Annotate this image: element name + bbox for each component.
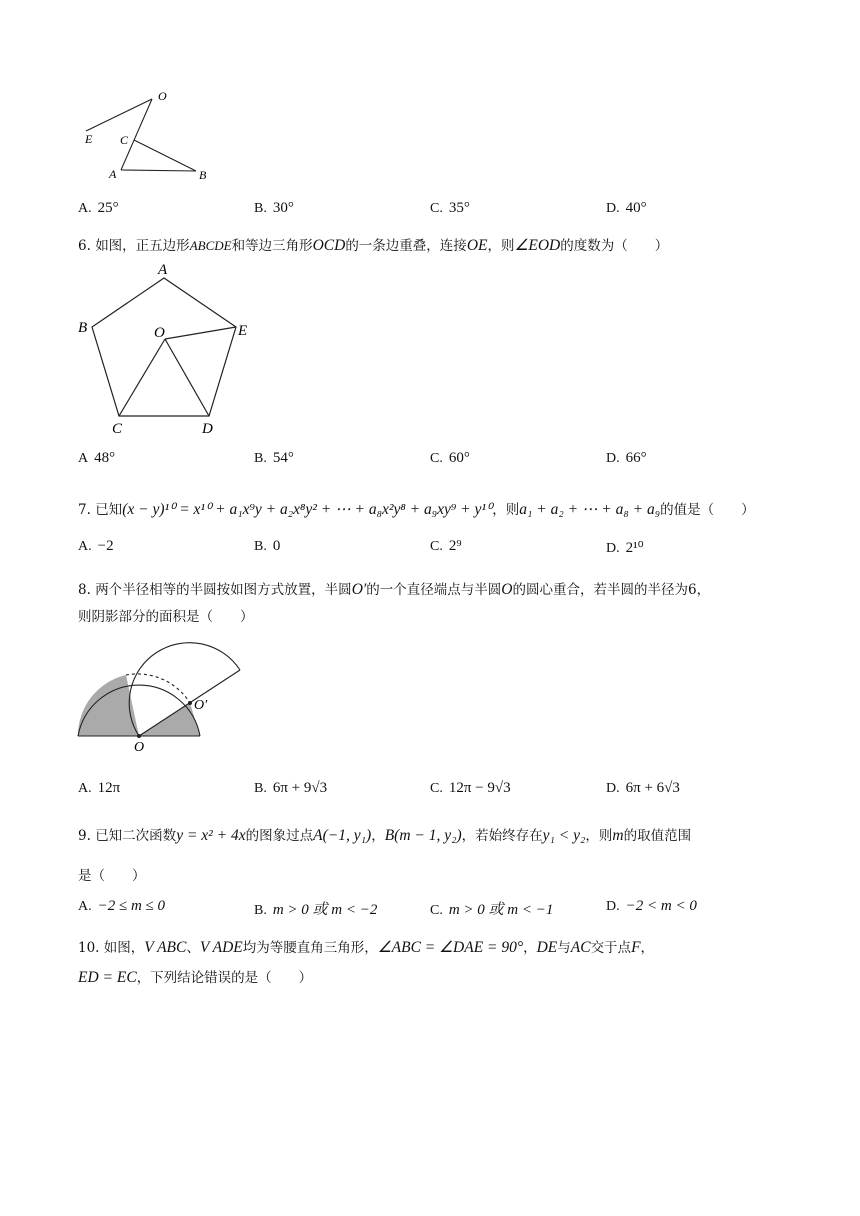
q8-option-b: B. 6π + 9√3: [254, 780, 328, 796]
q8-label-o: O: [134, 740, 145, 755]
q9-option-b: B. m > 0 或 m < −2: [254, 902, 378, 918]
q5-option-d: D. 40°: [606, 200, 647, 216]
q7-option-d: D. 2¹⁰: [606, 540, 644, 556]
q6-option-b: B. 54°: [254, 450, 294, 466]
q5-label-c: C: [120, 133, 129, 147]
q9-option-c: C. m > 0 或 m < −1: [430, 902, 554, 918]
q8-option-c: C. 12π − 9√3: [430, 780, 511, 796]
q7-option-c: C. 2⁹: [430, 538, 462, 554]
q7-option-b: B. 0: [254, 538, 281, 554]
q6-label-e: E: [238, 323, 248, 339]
q7-option-a: A. −2: [78, 538, 114, 554]
q8-option-a: A. 12π: [78, 780, 121, 796]
q6-label-a: A: [158, 262, 168, 278]
q8-label-o-prime: O′: [194, 698, 208, 713]
q5-figure: [78, 85, 218, 185]
q8-question-line2: 则阴影部分的面积是（ ）: [78, 609, 254, 625]
q6-option-d: D. 66°: [606, 450, 647, 466]
q10-question-line1: 10. 如图，V ABC、V ADE均为等腰直角三角形，∠ABC = ∠DAE = 90°，DE与AC交于点F，: [78, 939, 655, 956]
q5-label-b: B: [199, 168, 207, 182]
q6-label-c: C: [112, 421, 123, 437]
q8-figure: [74, 636, 254, 756]
q5-label-a: A: [109, 167, 117, 181]
q6-label-d: D: [202, 421, 213, 437]
q6-question: 6. 如图，正五边形ABCDE和等边三角形OCD的一条边重叠，连接OE，则∠EOD的度数为（ ）: [78, 237, 669, 254]
q5-label-o: O: [158, 89, 167, 103]
q6-label-o: O: [154, 325, 165, 341]
q9-option-a: A. −2 ≤ m ≤ 0: [78, 898, 166, 914]
q6-option-c: C. 60°: [430, 450, 470, 466]
q9-question-line2: 是（ ）: [78, 868, 146, 884]
q6-label-b: B: [78, 320, 88, 336]
q5-option-b: B. 30°: [254, 200, 294, 216]
q5-label-e: E: [85, 132, 93, 146]
q6-figure: [76, 258, 266, 438]
q6-option-a: A 48°: [78, 450, 116, 466]
q9-question-line1: 9. 已知二次函数y = x² + 4x的图象过点A(−1, y₁)，B(m − 1, y₂)，若始终存在y₁ < y₂，则m的取值范围: [78, 827, 692, 844]
q8-question-line1: 8. 两个半径相等的半圆按如图方式放置，半圆O′的一个直径端点与半圆O的圆心重合，若半圆的半径为6，: [78, 581, 711, 598]
q5-option-c: C. 35°: [430, 200, 470, 216]
q8-option-d: D. 6π + 6√3: [606, 780, 680, 796]
q7-question: 7. 已知(x − y)¹⁰ = x¹⁰ + a₁x⁹y + a₂x⁸y² + ⋯ + a₈x²y⁸ + a₉xy⁹ + y¹⁰，则a₁ + a₂ + ⋯ + a₈ + a₉的值是（ ）: [78, 501, 755, 518]
q10-question-line2: ED = EC，下列结论错误的是（ ）: [78, 969, 313, 986]
q5-option-a: A. 25°: [78, 200, 119, 216]
q9-option-d: D. −2 < m < 0: [606, 898, 697, 914]
